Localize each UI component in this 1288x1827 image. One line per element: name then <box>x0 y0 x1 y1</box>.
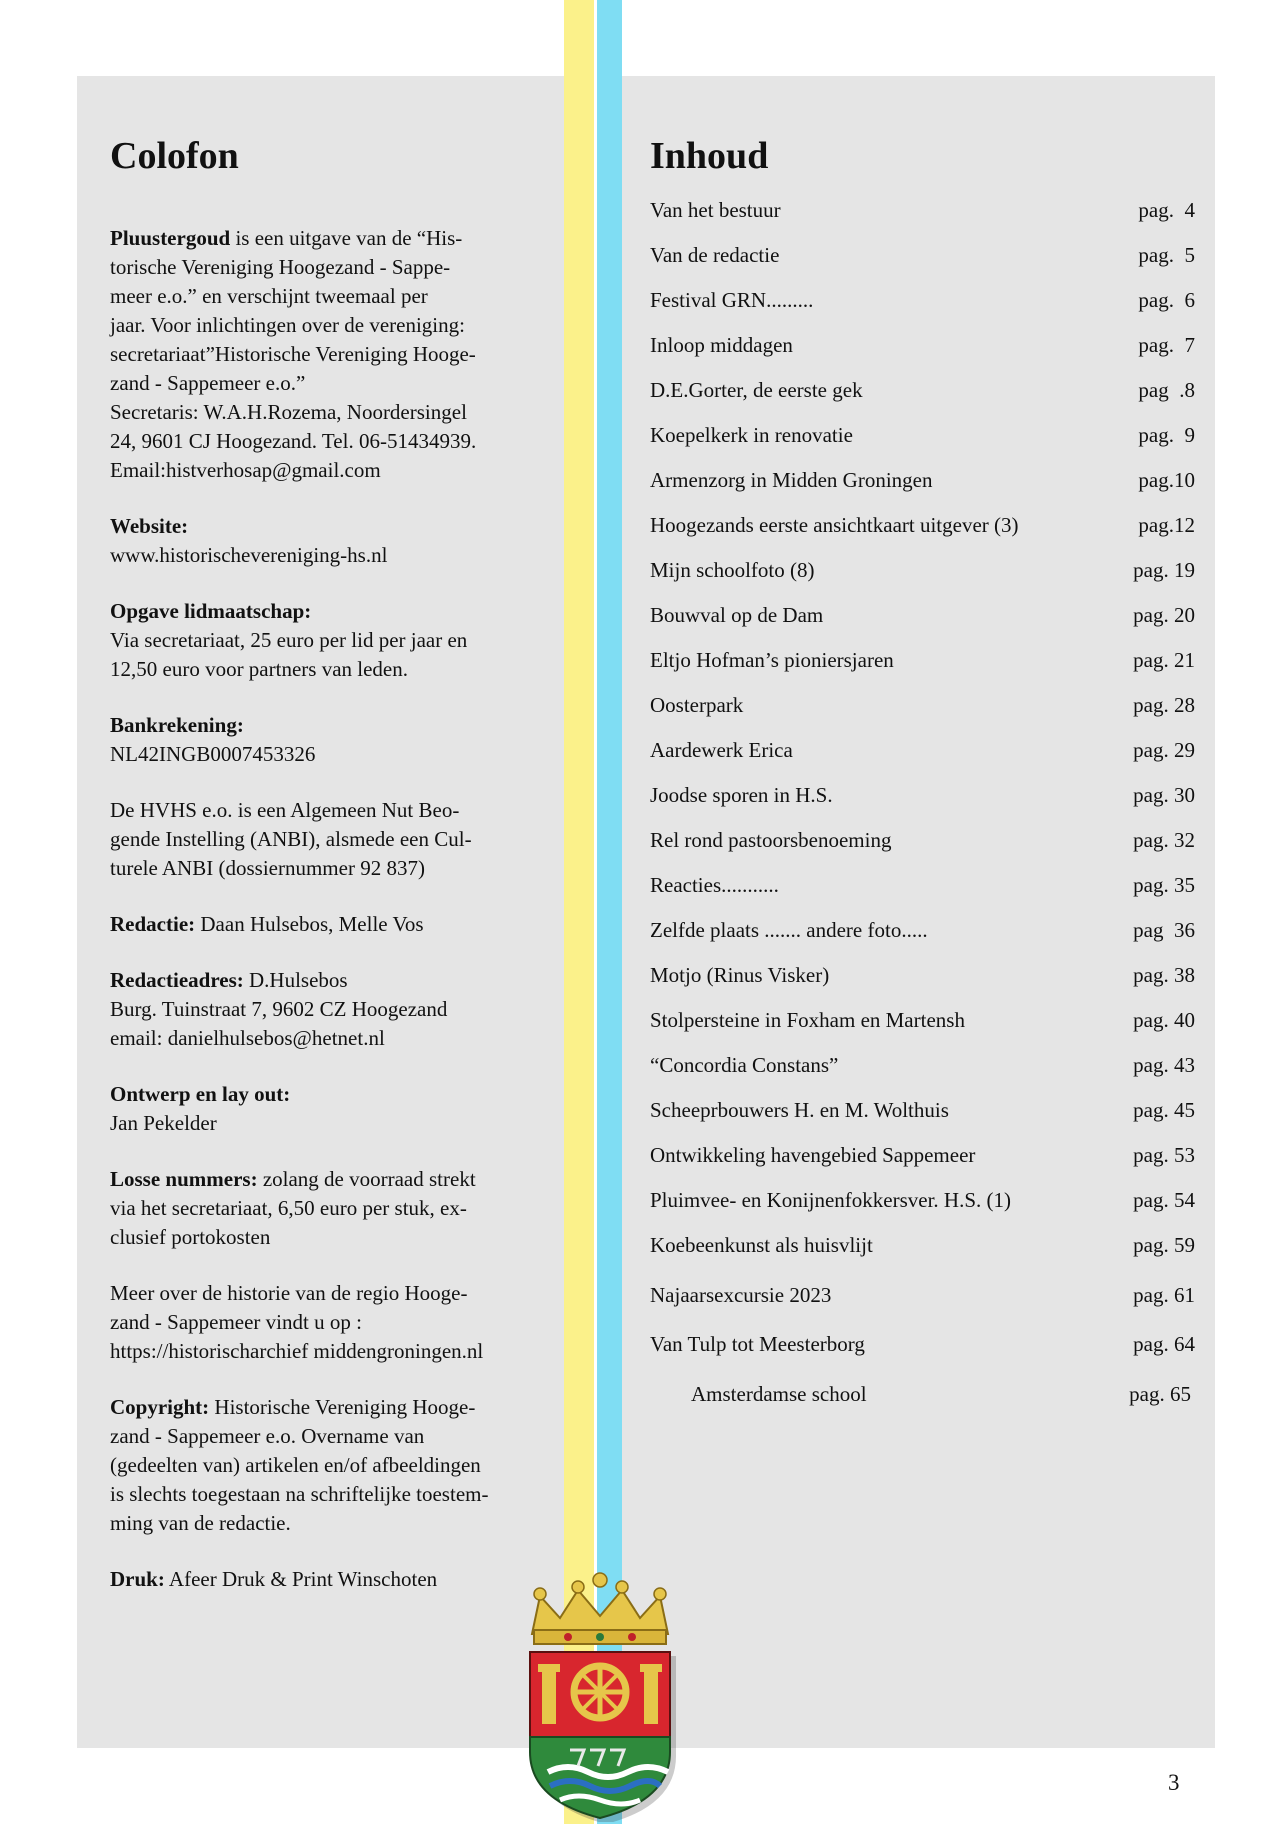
toc-item[interactable] <box>650 510 1195 540</box>
toc-item-page: pag. 35 <box>1133 873 1195 897</box>
toc-item-title: Oosterpark <box>650 693 744 717</box>
toc-item-title: Motjo (Rinus Visker) <box>650 963 830 987</box>
toc-item-title: Van Tulp tot Meesterborg <box>650 1332 865 1356</box>
address-line: Burg. Tuinstraat 7, 9602 CZ Hoogezand <box>110 997 448 1021</box>
membership-line: 12,50 euro voor partners van leden. <box>110 657 408 681</box>
toc-item[interactable] <box>650 555 1195 585</box>
toc-item[interactable] <box>650 1185 1195 1215</box>
intro-line: zand - Sappemeer e.o.” <box>110 371 306 395</box>
toc-item-page: pag. 45 <box>1133 1098 1195 1122</box>
history-link[interactable]: https://historischarchief middengroningen.nl <box>110 1339 484 1363</box>
toc-item[interactable] <box>650 330 1195 360</box>
toc-item-title: Reacties........... <box>650 873 779 897</box>
toc-item-title: Rel rond pastoorsbenoeming <box>650 828 892 852</box>
membership-block <box>110 597 550 684</box>
toc-item-title: Amsterdamse school <box>691 1381 867 1406</box>
toc-item[interactable] <box>650 195 1195 225</box>
colofon-title: Colofon <box>110 135 239 177</box>
toc-item[interactable] <box>650 1280 1195 1310</box>
copyright-block <box>110 1393 550 1538</box>
toc-item-title: Koepelkerk in renovatie <box>650 423 853 447</box>
toc-item-page: pag. 32 <box>1133 828 1195 852</box>
toc-item[interactable] <box>650 825 1195 855</box>
editors-label: Redactie: <box>110 912 196 936</box>
toc-item[interactable] <box>650 960 1195 990</box>
website-link[interactable]: www.historischevereniging-hs.nl <box>110 543 388 567</box>
toc-item-page: pag. 61 <box>1133 1282 1195 1307</box>
issues-line: zolang de voorraad strekt <box>257 1167 476 1191</box>
toc-item-page: pag. 28 <box>1133 693 1195 717</box>
bank-account: NL42INGB0007453326 <box>110 742 316 766</box>
intro-block <box>110 224 550 485</box>
anbi-line: gende Instelling (ANBI), alsmede een Cul- <box>110 827 472 851</box>
toc-item-title: Eltjo Hofman’s pioniersjaren <box>650 648 894 672</box>
bank-block <box>110 711 550 769</box>
toc-item[interactable] <box>650 645 1195 675</box>
toc-item[interactable] <box>650 735 1195 765</box>
page-number: 3 <box>1168 1770 1180 1795</box>
print-label: Druk: <box>110 1567 165 1591</box>
intro-line: meer e.o.” en verschijnt tweemaal per <box>110 284 428 308</box>
toc-item[interactable] <box>650 1005 1195 1035</box>
toc-item-page: pag.12 <box>1138 513 1195 537</box>
address-block <box>110 966 550 1053</box>
inhoud-title: Inhoud <box>650 135 769 177</box>
toc-item[interactable] <box>650 420 1195 450</box>
intro-line: secretariaat”Historische Vereniging Hooge- <box>110 342 476 366</box>
toc-item-title: Koebeenkunst als huisvlijt <box>650 1233 873 1257</box>
toc-item-page: pag 36 <box>1133 918 1195 942</box>
issues-line: via het secretariaat, 6,50 euro per stuk, ex- <box>110 1196 467 1220</box>
intro-email: Email:histverhosap@gmail.com <box>110 458 381 482</box>
toc-item-page: pag. 7 <box>1138 333 1195 357</box>
toc-item-title: Mijn schoolfoto (8) <box>650 558 815 582</box>
issues-line: clusief portokosten <box>110 1225 271 1249</box>
intro-line: is een uitgave van de “His- <box>230 226 463 250</box>
history-block <box>110 1279 550 1366</box>
toc-item-title: Joodse sporen in H.S. <box>650 783 833 807</box>
copyright-label: Copyright: <box>110 1395 210 1419</box>
copyright-line: zand - Sappemeer e.o. Overname van <box>110 1424 425 1448</box>
address-name: D.Hulsebos <box>243 968 348 992</box>
membership-label: Opgave lidmaatschap: <box>110 599 312 623</box>
colofon-column <box>110 130 550 1621</box>
design-block <box>110 1080 550 1138</box>
anbi-line: turele ANBI (dossiernummer 92 837) <box>110 856 425 880</box>
toc-item[interactable] <box>650 1095 1195 1125</box>
toc-item-title: Inloop middagen <box>650 333 793 357</box>
toc-item-title: D.E.Gorter, de eerste gek <box>650 378 863 402</box>
toc-item-page: pag.10 <box>1138 468 1195 492</box>
bank-label: Bankrekening: <box>110 713 244 737</box>
coat-of-arms-icon <box>520 1572 680 1822</box>
toc-item-page: pag. 53 <box>1133 1143 1195 1167</box>
toc-item[interactable] <box>650 465 1195 495</box>
toc-item-page: pag. 20 <box>1133 603 1195 627</box>
toc-item-title: Hoogezands eerste ansichtkaart uitgever (3) <box>650 513 1019 537</box>
toc-item-title: Scheeprbouwers H. en M. Wolthuis <box>650 1098 949 1122</box>
toc-item-page: pag. 29 <box>1133 738 1195 762</box>
membership-line: Via secretariaat, 25 euro per lid per jaar en <box>110 628 468 652</box>
toc-item[interactable] <box>691 1379 1191 1409</box>
toc-item[interactable] <box>650 1329 1195 1359</box>
print-value: Afeer Druk & Print Winschoten <box>164 1567 438 1591</box>
design-value: Jan Pekelder <box>110 1111 217 1135</box>
history-line: Meer over de historie van de regio Hooge- <box>110 1281 468 1305</box>
yellow-stripe <box>564 0 594 1824</box>
copyright-line: Historische Vereniging Hooge- <box>209 1395 476 1419</box>
anbi-block <box>110 796 550 883</box>
toc-item-title: Armenzorg in Midden Groningen <box>650 468 933 492</box>
toc-item-page: pag. 40 <box>1133 1008 1195 1032</box>
editors-value: Daan Hulsebos, Melle Vos <box>195 912 424 936</box>
intro-line: jaar. Voor inlichtingen over de vereniging: <box>110 313 465 337</box>
address-label: Redactieadres: <box>110 968 244 992</box>
toc-item[interactable] <box>650 1230 1195 1260</box>
toc-item[interactable] <box>650 1050 1195 1080</box>
toc-item-title: “Concordia Constans” <box>650 1053 839 1077</box>
website-label: Website: <box>110 514 189 538</box>
history-line: zand - Sappemeer vindt u op : <box>110 1310 362 1334</box>
issues-block <box>110 1165 550 1252</box>
toc-item[interactable] <box>650 240 1195 270</box>
toc-item-page: pag. 30 <box>1133 783 1195 807</box>
toc-item-title: Aardewerk Erica <box>650 738 793 762</box>
toc-item-page: pag. 5 <box>1138 243 1195 267</box>
copyright-line: (gedeelten van) artikelen en/of afbeeldingen <box>110 1453 481 1477</box>
editors-block <box>110 910 550 939</box>
toc-item-page: pag. 4 <box>1138 198 1195 222</box>
toc-item-title: Van de redactie <box>650 243 780 267</box>
toc-item-page: pag. 38 <box>1133 963 1195 987</box>
toc-item-title: Van het bestuur <box>650 198 781 222</box>
toc-item[interactable] <box>650 375 1195 405</box>
intro-line: 24, 9601 CJ Hoogezand. Tel. 06-51434939. <box>110 429 477 453</box>
toc-item-title: Ontwikkeling havengebied Sappemeer <box>650 1143 976 1167</box>
design-label: Ontwerp en lay out: <box>110 1082 291 1106</box>
issues-label: Losse nummers: <box>110 1167 258 1191</box>
print-block <box>110 1565 550 1594</box>
toc-item-title: Stolpersteine in Foxham en Martensh <box>650 1008 965 1032</box>
toc-item[interactable] <box>650 690 1195 720</box>
publication-name: Pluustergoud <box>110 226 231 250</box>
gear-icon <box>572 1664 628 1720</box>
crown-icon <box>532 1573 668 1644</box>
toc-item-title: Pluimvee- en Konijnenfokkersver. H.S. (1) <box>650 1188 1012 1212</box>
toc-item-page: pag. 43 <box>1133 1053 1195 1077</box>
toc-item-title: Festival GRN......... <box>650 288 814 312</box>
toc-item[interactable] <box>650 1140 1195 1170</box>
toc-item-page: pag. 54 <box>1133 1188 1195 1212</box>
address-email: email: danielhulsebos@hetnet.nl <box>110 1026 385 1050</box>
intro-line: torische Vereniging Hoogezand - Sappe- <box>110 255 451 279</box>
copyright-line: ming van de redactie. <box>110 1511 291 1535</box>
anbi-line: De HVHS e.o. is een Algemeen Nut Beo- <box>110 798 460 822</box>
toc-item-page: pag. 21 <box>1133 648 1195 672</box>
toc-item[interactable] <box>650 780 1195 810</box>
toc-item-page: pag. 59 <box>1133 1233 1195 1257</box>
toc-item-title: Zelfde plaats ....... andere foto..... <box>650 918 928 942</box>
toc-item-page: pag. 65 <box>1129 1381 1191 1406</box>
toc-item-page: pag. 9 <box>1138 423 1195 447</box>
toc-item-page: pag. 6 <box>1138 288 1195 312</box>
intro-line: Secretaris: W.A.H.Rozema, Noordersingel <box>110 400 467 424</box>
toc-item[interactable] <box>650 285 1195 315</box>
toc-item[interactable] <box>650 600 1195 630</box>
toc-item-title: Najaarsexcursie 2023 <box>650 1282 832 1307</box>
toc-item-page: pag. 19 <box>1133 558 1195 582</box>
copyright-line: is slechts toegestaan na schriftelijke toestem- <box>110 1482 489 1506</box>
toc-item-page: pag .8 <box>1138 378 1195 402</box>
blue-stripe <box>597 0 622 1824</box>
toc-item-title: Bouwval op de Dam <box>650 603 824 627</box>
website-block <box>110 512 550 570</box>
toc-item[interactable] <box>650 870 1195 900</box>
inhoud-column <box>650 130 1195 1406</box>
toc-item[interactable] <box>650 915 1195 945</box>
toc-item-page: pag. 64 <box>1133 1332 1195 1356</box>
